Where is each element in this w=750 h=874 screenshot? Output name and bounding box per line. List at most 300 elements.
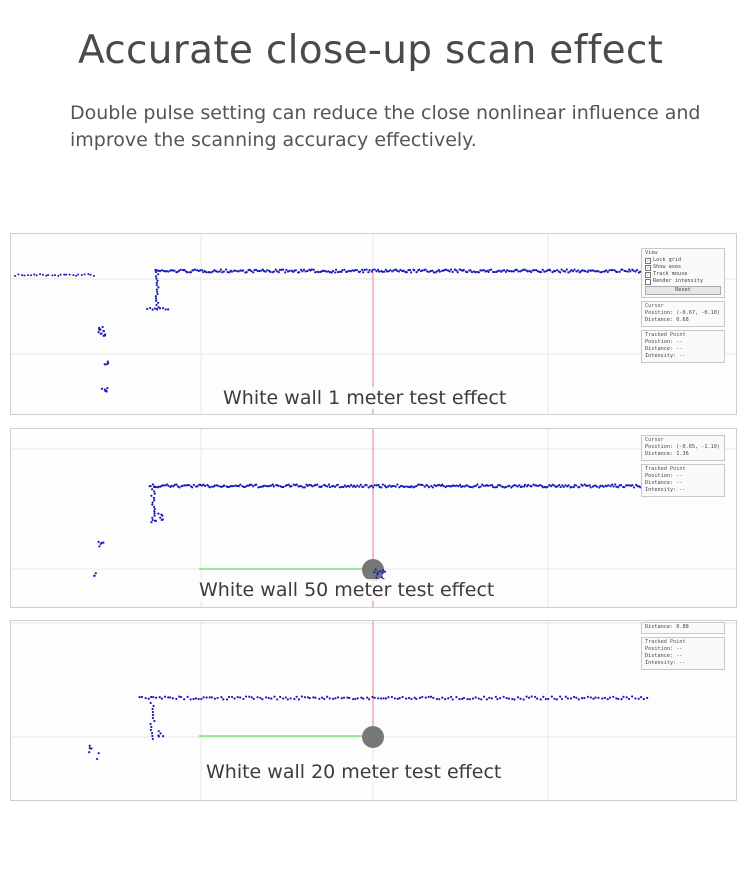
scan-point [575, 484, 577, 486]
tracked-intensity: Intensity: -- [645, 353, 686, 359]
scan-point [599, 485, 601, 487]
scan-point [561, 268, 563, 270]
scan-point [415, 271, 417, 273]
scan-point [601, 697, 603, 699]
scan-point [312, 696, 314, 698]
track-mouse-label: Track mouse [653, 271, 688, 277]
scan-point [75, 275, 77, 277]
scan-point [33, 273, 35, 275]
scan-point [17, 273, 19, 275]
scan-point [358, 486, 360, 488]
scan-point [150, 726, 152, 728]
scan-point [98, 545, 100, 547]
reset-button[interactable]: Reset [645, 286, 721, 295]
scan-point [563, 486, 565, 488]
scan-point [167, 308, 169, 310]
scan-point [607, 698, 609, 700]
tracked-position: Position: -- [645, 339, 683, 345]
scan-point [626, 696, 628, 698]
scan-point [90, 747, 92, 749]
scan-point [415, 698, 417, 700]
scan-point [225, 269, 227, 271]
scan-point [607, 271, 609, 273]
scan-point [252, 485, 254, 487]
render-intensity-checkbox[interactable] [645, 278, 721, 285]
scan-point [203, 696, 205, 698]
scan-point [97, 541, 99, 543]
scan-point [366, 697, 368, 699]
scan-point [499, 484, 501, 486]
scan-point [628, 698, 630, 700]
scan-point [101, 332, 103, 334]
checkbox-empty-icon [645, 279, 651, 285]
scan-point [472, 698, 474, 700]
scan-point [604, 697, 606, 699]
scan-point [570, 486, 572, 488]
scan-point [521, 485, 523, 487]
checkbox-checked-icon: ✓ [646, 271, 650, 277]
lock-grid-checkbox[interactable] [645, 257, 721, 264]
scan-point [421, 696, 423, 698]
scan-point [508, 485, 510, 487]
scan-point [301, 695, 303, 697]
scan-point [216, 697, 218, 699]
scan-point [582, 485, 584, 487]
scan-point [170, 485, 172, 487]
scan-point [447, 697, 449, 699]
scan-point [357, 697, 359, 699]
tracked-point-group [641, 464, 725, 497]
scan-point [198, 698, 200, 700]
scan-point [151, 735, 153, 737]
marker-icon [362, 726, 384, 748]
scan-point [540, 698, 542, 700]
scan-point [566, 269, 568, 271]
scan-point [23, 275, 25, 277]
scan-point [617, 698, 619, 700]
scan-point [528, 697, 530, 699]
scan-point [516, 269, 518, 271]
scan-point [304, 696, 306, 698]
scan-point [278, 485, 280, 487]
scan-point [496, 698, 498, 700]
scan-point [441, 697, 443, 699]
scan-point [517, 696, 519, 698]
scan-point [556, 485, 558, 487]
scan-point [162, 307, 164, 309]
scan-point [454, 485, 456, 487]
scan-point [398, 270, 400, 272]
scan-point [152, 711, 154, 713]
scan-point [410, 485, 412, 487]
scan-point [546, 486, 548, 488]
scan-point [210, 271, 212, 273]
scan-point [432, 486, 434, 488]
scan-point [264, 271, 266, 273]
tracked-intensity: Intensity: -- [645, 660, 686, 666]
scan-point [242, 269, 244, 271]
scan-point [150, 521, 152, 523]
scan-point [490, 268, 492, 270]
scan-point [152, 717, 154, 719]
tracked-position: Position: -- [645, 473, 683, 479]
scan-point [365, 268, 367, 270]
scan-point [428, 696, 430, 698]
scan-point [156, 282, 158, 284]
scan-point [558, 484, 560, 486]
scan-point [542, 269, 544, 271]
scan-point [377, 269, 379, 271]
scan-point [372, 269, 374, 271]
scan-point [173, 270, 175, 272]
scan-point [151, 504, 153, 506]
scan-point [153, 490, 155, 492]
scan-point [503, 696, 505, 698]
scan-point [596, 486, 598, 488]
scan-point [84, 273, 86, 275]
scan-point [157, 513, 159, 515]
scan-point [152, 483, 154, 485]
scan-point [102, 542, 104, 544]
scan-point [492, 486, 494, 488]
scan-point [376, 484, 378, 486]
scan-point [102, 326, 104, 328]
scan-point [321, 697, 323, 699]
view-title: View [645, 250, 658, 256]
scan-point [559, 271, 561, 273]
scan-point [374, 697, 376, 699]
scan-point [323, 698, 325, 700]
scan-point [252, 271, 254, 273]
scan-point [153, 506, 155, 508]
scan-point [463, 269, 465, 271]
scan-point [234, 270, 236, 272]
scan-point [387, 696, 389, 698]
scan-point [442, 485, 444, 487]
scan-point [286, 484, 288, 486]
scan-point [272, 483, 274, 485]
cursor-title: Cursor [645, 303, 664, 309]
scan-point [567, 697, 569, 699]
scan-point [239, 483, 241, 485]
tracked-point-group [641, 637, 725, 670]
side-panel-3 [641, 622, 725, 673]
scan-point [301, 270, 303, 272]
scan-point [629, 270, 631, 272]
cursor-distance: Distance: 0.88 [645, 624, 689, 630]
scan-point [478, 271, 480, 273]
scan-point [614, 483, 616, 485]
scan-point [627, 271, 629, 273]
scan-point [290, 697, 292, 699]
cursor-position: Position: (-0.67, -0.10) [645, 310, 720, 316]
scan-point [159, 517, 161, 519]
scan-point [89, 745, 91, 747]
scan-point [378, 271, 380, 273]
scan-point [380, 697, 382, 699]
page-subtitle: Double pulse setting can reduce the close nonlinear influence and improve the scanning accuracy effectively. [70, 102, 701, 151]
scan-point [160, 514, 162, 516]
scan-point [150, 729, 152, 731]
scan-point [459, 484, 461, 486]
scan-point [63, 274, 65, 276]
scan-point [250, 270, 252, 272]
scan-point [138, 696, 140, 698]
scan-point [631, 484, 633, 486]
scan-point [265, 696, 267, 698]
scan-point [415, 485, 417, 487]
scan-point [158, 730, 160, 732]
scan-point [276, 698, 278, 700]
scan-point [337, 484, 339, 486]
scan-point [588, 269, 590, 271]
scan-point [638, 698, 640, 700]
scan-point [106, 387, 108, 389]
scan-point [356, 484, 358, 486]
scan-point [273, 270, 275, 272]
scan-point [364, 269, 366, 271]
scan-point [615, 697, 617, 699]
scan-point [372, 486, 374, 488]
scan-point [81, 274, 83, 276]
scan-point [361, 269, 363, 271]
scan-point [607, 484, 609, 486]
scan-point [256, 696, 258, 698]
scan-point [631, 695, 633, 697]
scan-point [194, 268, 196, 270]
scan-point [145, 697, 147, 699]
scan-point [431, 270, 433, 272]
scan-point [302, 486, 304, 488]
scan-point [211, 696, 213, 698]
track-mouse-checkbox[interactable] [645, 271, 721, 278]
scan-point [341, 697, 343, 699]
scan-point [178, 696, 180, 698]
scan-point [155, 520, 157, 522]
cursor-group [641, 435, 725, 461]
scan-point [530, 485, 532, 487]
scan-point [186, 271, 188, 273]
scan-point [307, 485, 309, 487]
scan-point [152, 696, 154, 698]
scan-panel-2 [10, 428, 737, 608]
scan-point [245, 695, 247, 697]
scan-point [486, 698, 488, 700]
scan-point [107, 362, 109, 364]
scan-point [376, 573, 378, 575]
scan-point [153, 512, 155, 514]
marker-icon [362, 559, 384, 581]
scan-point [594, 696, 596, 698]
scan-point [273, 485, 275, 487]
scan-point [360, 484, 362, 486]
scan-point [226, 698, 228, 700]
scan-point [605, 269, 607, 271]
scan-point [609, 485, 611, 487]
scan-point [162, 518, 164, 520]
scan-point [209, 696, 211, 698]
scan-point [180, 269, 182, 271]
scan-point [377, 571, 379, 573]
scan-point [609, 697, 611, 699]
scan-point [332, 270, 334, 272]
scan-point [377, 697, 379, 699]
scan-point [192, 698, 194, 700]
scan-point [458, 698, 460, 700]
scan-point [553, 698, 555, 700]
scan-point [155, 271, 157, 273]
scan-point [42, 274, 44, 276]
scan-point [452, 698, 454, 700]
scan-point [584, 270, 586, 272]
scan-point [556, 698, 558, 700]
scan-point [309, 697, 311, 699]
scan-point [169, 696, 171, 698]
scan-point [513, 698, 515, 700]
scan-point [573, 696, 575, 698]
scan-point [395, 486, 397, 488]
scan-point [394, 697, 396, 699]
scan-point [190, 271, 192, 273]
scan-point [273, 696, 275, 698]
scan-point [161, 698, 163, 700]
scan-point [587, 485, 589, 487]
scan-point [156, 308, 158, 310]
scan-point [616, 271, 618, 273]
scan-point [413, 269, 415, 271]
scan-point [491, 484, 493, 486]
panel-caption-3: White wall 20 meter test effect [206, 761, 502, 783]
scan-point [233, 485, 235, 487]
scan-point [329, 486, 331, 488]
scan-point [405, 698, 407, 700]
scan-point [362, 486, 364, 488]
scan-point [298, 271, 300, 273]
scan-point [165, 308, 167, 310]
scan-point [304, 486, 306, 488]
scan-point [326, 485, 328, 487]
scan-point [577, 269, 579, 271]
scan-point [466, 698, 468, 700]
scan-point [523, 698, 525, 700]
scan-point [60, 274, 62, 276]
scan-point [296, 484, 298, 486]
scan-point [503, 269, 505, 271]
scan-point [296, 696, 298, 698]
scan-point [195, 697, 197, 699]
scan-point [617, 486, 619, 488]
scan-point [98, 752, 100, 754]
scan-point [156, 284, 158, 286]
scan-point [155, 295, 157, 297]
scan-point [217, 485, 219, 487]
scan-point [402, 696, 404, 698]
scan-point [554, 270, 556, 272]
scan-point [149, 307, 151, 309]
scan-point [367, 271, 369, 273]
scan-point [463, 697, 465, 699]
scan-point [409, 269, 411, 271]
scan-point [222, 698, 224, 700]
scan-point [542, 696, 544, 698]
scan-point [623, 486, 625, 488]
scan-point [206, 696, 208, 698]
scan-panel-1 [10, 233, 737, 415]
scan-point [99, 329, 101, 331]
scan-point [354, 486, 356, 488]
scan-point [625, 270, 627, 272]
scan-point [384, 571, 386, 573]
scan-point [158, 735, 160, 737]
scan-point [156, 291, 158, 293]
scan-point [382, 697, 384, 699]
scan-point [348, 486, 350, 488]
scan-point [410, 271, 412, 273]
scan-point [479, 486, 481, 488]
scan-point [633, 270, 635, 272]
tracked-point-group [641, 330, 725, 363]
scan-point [45, 275, 47, 277]
scan-point [362, 271, 364, 273]
scan-point [303, 269, 305, 271]
scan-point [341, 269, 343, 271]
scan-point [487, 485, 489, 487]
scan-point [382, 484, 384, 486]
scan-point [151, 517, 153, 519]
scan-point [608, 269, 610, 271]
scan-point [374, 268, 376, 270]
scan-point [275, 268, 277, 270]
scan-point [152, 738, 154, 740]
scan-point [156, 289, 158, 291]
scan-point [154, 307, 156, 309]
scan-point [155, 300, 157, 302]
scan-point [69, 274, 71, 276]
scan-point [480, 698, 482, 700]
scan-point [155, 278, 157, 280]
scan-point [559, 486, 561, 488]
scan-point [220, 696, 222, 698]
scan-point [285, 696, 287, 698]
scan-point [248, 696, 250, 698]
show-axes-checkbox[interactable] [645, 264, 721, 271]
scan-point [436, 698, 438, 700]
scan-point [646, 697, 648, 699]
scan-point [564, 270, 566, 272]
scan-point [259, 697, 261, 699]
scan-point [382, 569, 384, 571]
scan-point [47, 274, 49, 276]
scan-point [153, 486, 155, 488]
scan-point [237, 270, 239, 272]
scan-point [545, 698, 547, 700]
scan-point [426, 485, 428, 487]
scan-point [298, 698, 300, 700]
scan-point [396, 483, 398, 485]
scan-point [200, 698, 202, 700]
scan-point [316, 484, 318, 486]
scan-point [93, 275, 95, 277]
scan-point [549, 269, 551, 271]
tracked-point-title: Tracked Point [645, 332, 686, 338]
scan-point [164, 696, 166, 698]
scan-point [597, 697, 599, 699]
scan-point [568, 484, 570, 486]
scan-point [204, 485, 206, 487]
scan-point [295, 269, 297, 271]
scan-point [620, 484, 622, 486]
scan-point [279, 696, 281, 698]
